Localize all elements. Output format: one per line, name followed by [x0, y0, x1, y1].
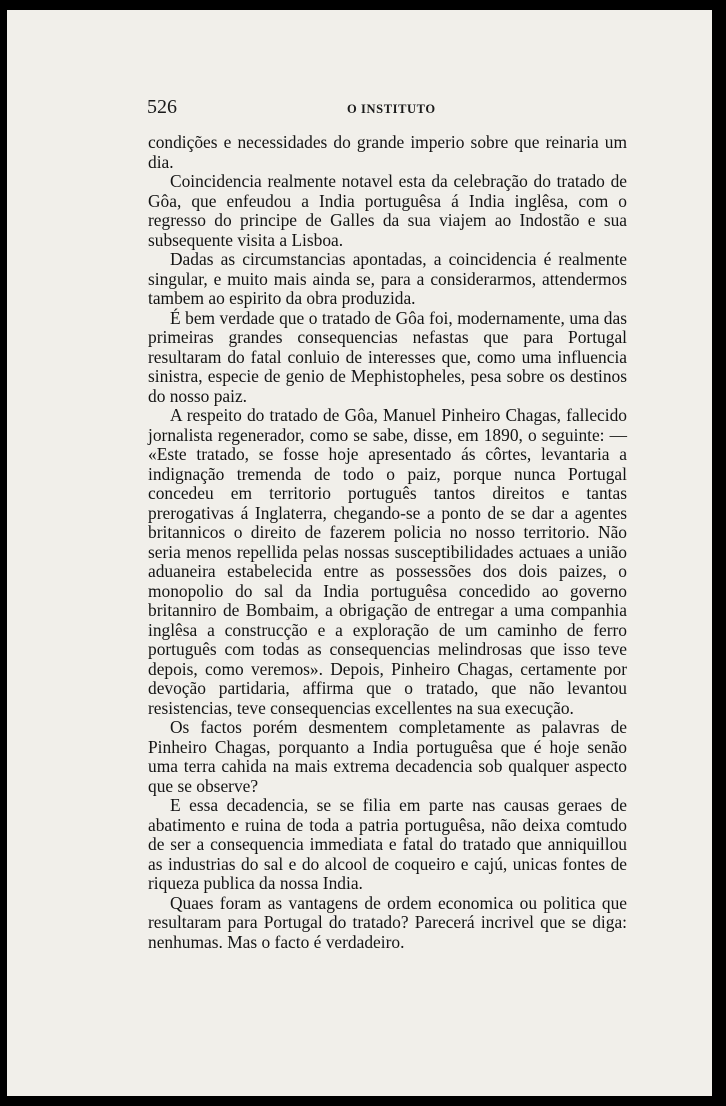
- paragraph: Quaes foram as vantagens de ordem economica ou politica que resultaram para Portugal do tratado? Parecerá incrivel que se diga: nenhumas. Mas o facto é verdadeiro.: [148, 892, 627, 952]
- paragraph: E essa decadencia, se se filia em parte nas causas geraes de abatimento e ruina de toda a patria portuguêsa, não deixa comtudo de ser a consequencia immediata e fatal do tratado que anniquillou as industrias do sal e do alcool de coqueiro e cajú, unicas fontes de riqueza publica da nossa India.: [148, 795, 627, 893]
- running-title: O INSTITUTO: [347, 102, 436, 116]
- paragraph: É bem verdade que o tratado de Gôa foi, modernamente, uma das primeiras grandes consequencias nefastas que para Portugal resultaram do fatal conluio de interesses que, como uma influencia sinistra, especie de genio de Mephistopheles, pesa sobre os destinos do nosso paiz.: [148, 307, 627, 406]
- paragraph: A respeito do tratado de Gôa, Manuel Pinheiro Chagas, fallecido jornalista regenerador, como se sabe, disse, em 1890, o seguinte: — «Este tratado, se fosse hoje apresentado ás côrtes, levantaria a indignação tremenda de todo o paiz, porque nunca Portugal concedeu em territorio português tantos direitos e tantas prerogativas á Inglaterra, chegando-se a ponto de se dar a agentes britannicos o direito de fazerem policia no nosso territorio. Não seria menos repellida pelas nossas susceptibilidades actuaes a união aduaneira estabelecida entre as possessões dos dois paizes, o monopolio do sal da India portuguêsa concedido ao governo britanniro de Bombaim, a obrigação de entregar a uma companhia inglêsa a construcção e a exploração de um caminho de ferro português com todas as consequencias melindrosas que isso teve depois, como veremos». Depois, Pinheiro Chagas, certamente por devoção partidaria, affirma que o tratado, que não levantou resistencias, teve consequencias excellentes na sua execução.: [148, 405, 627, 718]
- paragraph: Coincidencia realmente notavel esta da celebração do tratado de Gôa, que enfeudou a India portuguêsa á India inglêsa, com o regresso do principe de Galles da sua viajem ao Indostão e sua subsequente visita a Lisboa.: [148, 171, 627, 250]
- body-text: [148, 133, 627, 952]
- paragraph: Os factos porém desmentem completamente as palavras de Pinheiro Chagas, porquanto a India portuguêsa que é hoje senão uma terra cahida na mais extrema decadencia sob qualquer aspecto que se observe?: [148, 717, 627, 796]
- book-page: [7, 10, 712, 1096]
- page-header: [147, 96, 627, 126]
- paragraph: condições e necessidades do grande imperio sobre que reinaria um dia.: [148, 132, 627, 172]
- page-number: 526: [147, 96, 177, 118]
- paragraph: Dadas as circumstancias apontadas, a coincidencia é realmente singular, e muito mais ainda se, para a considerarmos, attendermos tambem ao espirito da obra produzida.: [148, 249, 627, 308]
